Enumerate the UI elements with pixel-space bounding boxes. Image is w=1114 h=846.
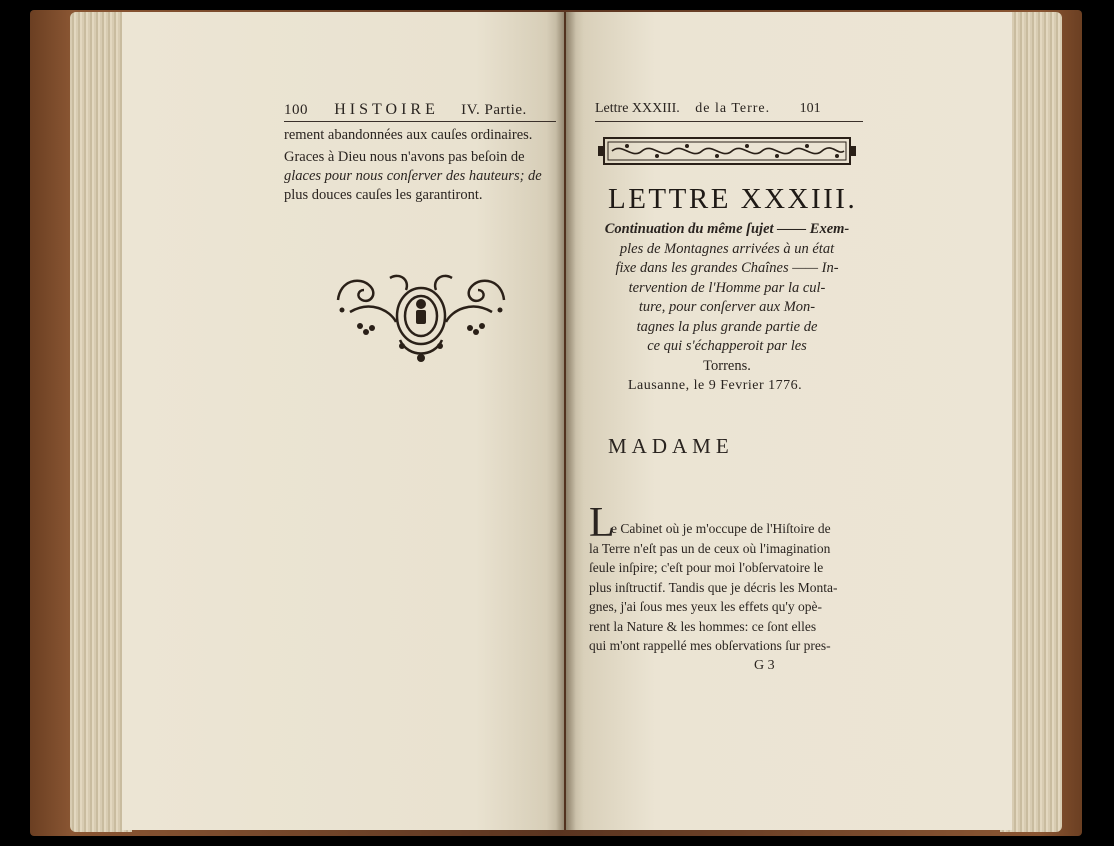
summary-line-2: ples de Montagnes arrivées à un état [619, 240, 835, 257]
body-line-7: qui m'ont rappellé mes obſervations ſur pres- [589, 638, 831, 653]
right-head-rule [595, 121, 863, 122]
left-line-4: plus douces cauſes les garantiront. [284, 187, 483, 203]
body-line-3: ſeule inſpire; c'eſt pour moi l'obſervatoire le [589, 560, 824, 575]
summary-line-4: tervention de l'Homme par la cul- [628, 279, 826, 296]
letter-title: LETTRE XXXIII. [608, 183, 858, 215]
left-running-title: HISTOIRE [334, 101, 439, 118]
left-page-number: 100 [284, 102, 308, 118]
vignette-ornament-icon [330, 270, 512, 366]
left-line-3: glaces pour nous conſerver des hauteurs; de [284, 168, 542, 184]
left-running-head [284, 101, 527, 119]
left-head-rule [284, 121, 556, 122]
header-band-ornament-icon [598, 134, 856, 168]
salutation: MADAME [608, 434, 734, 458]
left-running-part: IV. Partie. [461, 102, 527, 118]
body-line-6: rent la Nature & les hommes: ce ſont elles [589, 618, 817, 634]
summary-line-1: Continuation du même ſujet —— Exem- [604, 221, 850, 237]
body-line-5: gnes, j'ai ſous mes yeux les effets qu'y opè- [589, 599, 822, 614]
letter-summary [592, 220, 862, 376]
letter-body [589, 519, 863, 656]
book-gutter [556, 12, 576, 830]
summary-line-3: fixe dans les grandes Chaînes —— In- [615, 260, 839, 276]
left-line-1: rement abandonnées aux cauſes ordinaires. [284, 127, 533, 143]
summary-line-5: ture, pour conſerver aux Mon- [638, 299, 816, 315]
left-line-2: Graces à Dieu nous n'avons pas beſoin de [284, 149, 525, 165]
right-running-title: de la Terre. [695, 101, 771, 116]
summary-line-8: Torrens. [703, 357, 751, 374]
body-line-2: la Terre n'eſt pas un de ceux où l'imagination [589, 540, 831, 556]
summary-line-7: ce qui s'échapperoit par les [647, 338, 807, 354]
right-running-letter: Lettre XXXIII. [595, 101, 680, 116]
summary-line-6: tagnes la plus grande partie de [636, 318, 818, 335]
place-date: Lausanne, le 9 Fevrier 1776. [628, 378, 803, 393]
body-line-1: e Cabinet où je m'occupe de l'Hiſtoire de [611, 521, 831, 536]
right-running-head [595, 101, 821, 117]
drop-cap: L [589, 500, 615, 546]
right-page-number: 101 [799, 101, 821, 116]
signature-mark: G 3 [754, 658, 775, 673]
body-line-4: plus inſtructif. Tandis que je décris les Monta- [589, 579, 838, 595]
